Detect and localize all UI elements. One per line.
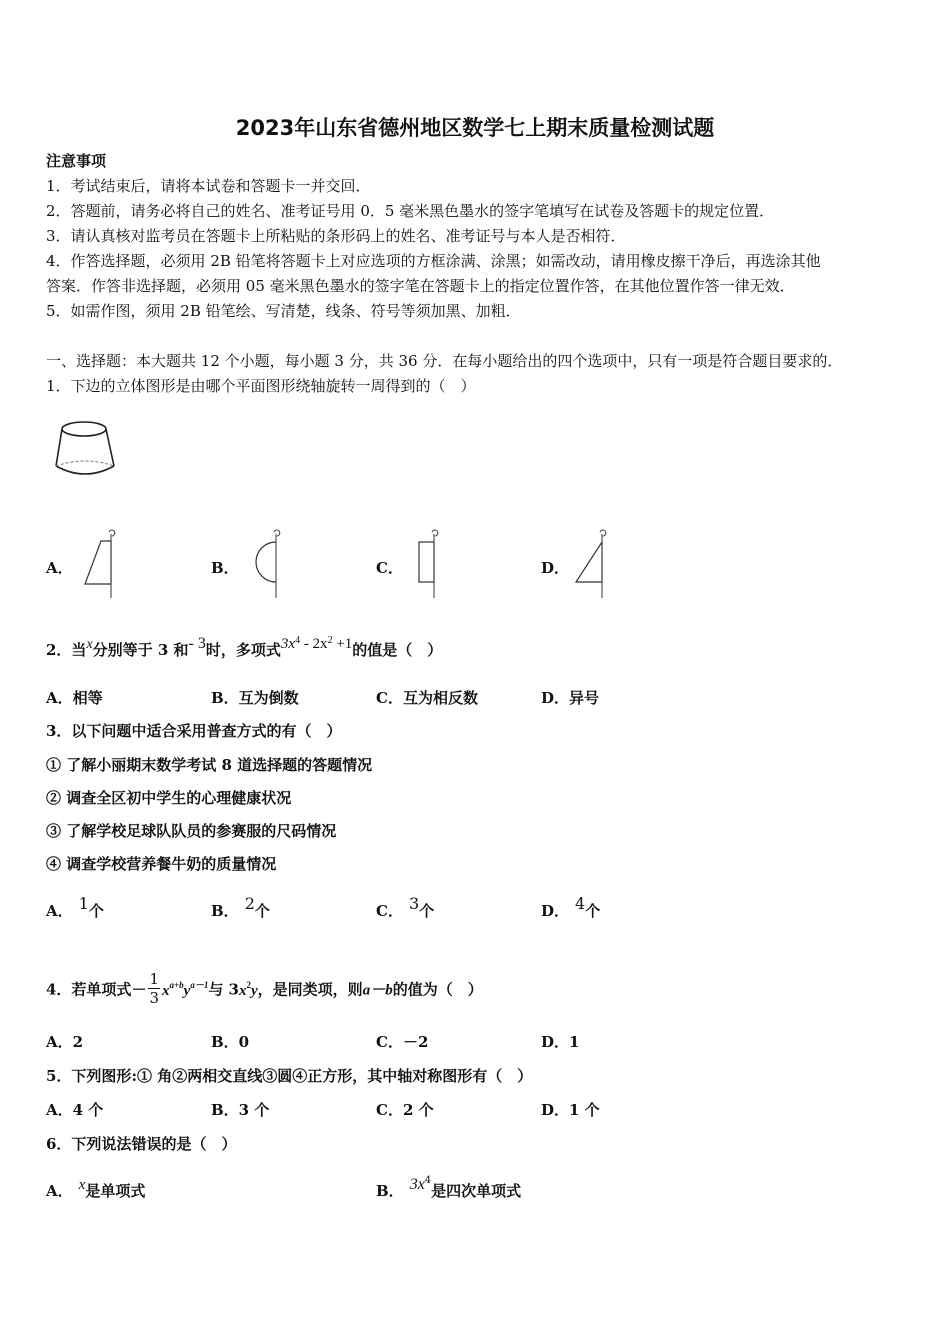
q6-option-b: B． $3x^4$是四次单项式 [376,1175,522,1200]
q1-option-a-figure [82,526,122,601]
q4-text-1: 4．若单项式－ [46,980,147,999]
q2-text-4: 的值是（ ） [352,641,443,659]
note-item-5: 5．如需作图，须用 2B 铅笔绘、写清楚，线条、符号等须加黑、加粗． [46,302,521,320]
q5-option-a: A．4 个 [46,1101,104,1119]
q1-option-b-label: B． [211,559,239,577]
q1-option-c-figure [412,526,452,601]
note-item-3: 3．请认真核对监考员在答题卡上所粘贴的条形码上的姓名、准考证号与本人是否相符． [46,227,626,245]
q3-item-1: ① 了解小丽期末数学考试 8 道选择题的答题情况 [46,756,373,774]
q2-stem [46,635,443,663]
q4-text-2: 与 3 [208,980,239,999]
q1-stem: 1．下边的立体图形是由哪个平面图形绕轴旋转一周得到的（ ） [46,377,476,395]
q4-stem [46,972,483,1009]
q2-neg-three: - 3 [188,635,206,652]
q2-polynomial: $3x^4 - 2x^2 +1$ [280,635,353,652]
q4-text-4: 的值为（ ） [392,980,483,999]
q3-option-a: A． 1个 [46,894,104,920]
q1-option-c-label: C． [376,559,403,577]
q2-option-c: C．互为相反数 [376,689,478,707]
note-item-2: 2．答题前，请务必将自己的姓名、准考证号用 0．5 毫米黑色墨水的签字笔填写在试卷及答题卡的规定位置． [46,202,775,220]
page-title: 2023年山东省德州地区数学七上期末质量检测试题 [235,116,715,140]
q6-option-a: A． x是单项式 [46,1177,146,1200]
q4-option-c: C．－2 [376,1033,429,1051]
q6-stem: 6．下列说法错误的是（ ） [46,1135,237,1153]
q1-option-d-label: D． [541,559,570,577]
q5-option-b: B．3 个 [211,1101,270,1119]
q4-monomial-2: $x^2y$ [239,979,258,999]
q4-option-a: A．2 [46,1033,84,1051]
q1-option-d-figure [572,526,612,601]
q2-text-2: 分别等于 3 和 [92,641,189,659]
q3-item-4: ④ 调查学校营养餐牛奶的质量情况 [46,855,277,873]
q1-option-b-figure [252,526,292,601]
q5-option-c: C．2 个 [376,1101,434,1119]
q3-option-c: C． 3个 [376,894,435,920]
q1-option-a-label: A． [46,559,73,577]
q2-text-1: 2．当 [46,641,87,659]
q4-text-3: ，是同类项，则 [257,980,363,999]
q3-item-2: ② 调查全区初中学生的心理健康状况 [46,789,292,807]
q4-option-d: D．1 [541,1033,580,1051]
q2-var-x: x [86,637,93,652]
q3-option-d: D． 4个 [541,894,601,920]
note-item-4: 4．作答选择题，必须用 2B 铅笔将答题卡上对应选项的方框涂满、涂黑；如需改动，请用橡皮擦干净后，再选涂其他 [46,252,821,270]
q4-option-b: B．0 [211,1033,250,1051]
q2-option-d: D．异号 [541,689,600,707]
notes-heading: 注意事项 [46,152,107,170]
q2-text-3: 时，多项式 [205,641,281,659]
section-heading: 一、选择题：本大题共 12 个小题，每小题 3 分，共 36 分．在每小题给出的四个选项中，只有一项是符合题目要求的． [46,352,843,370]
q2-option-b: B．互为倒数 [211,689,299,707]
q4-fraction: $\frac{1}{3}$ [149,970,159,1007]
note-item-1: 1．考试结束后，请将本试卷和答题卡一并交回． [46,177,371,195]
q5-stem: 5．下列图形:① 角②两相交直线③圆④正方形，其中轴对称图形有（ ） [46,1067,533,1085]
frustum-figure [52,418,132,480]
q4-expression: a－b [362,982,393,999]
q3-option-b: B． 2个 [211,894,270,920]
q5-option-d: D．1 个 [541,1101,600,1119]
q2-option-a: A．相等 [46,689,103,707]
q3-stem: 3．以下问题中适合采用普查方式的有（ ） [46,722,342,740]
q3-item-3: ③ 了解学校足球队队员的参赛服的尺码情况 [46,822,337,840]
q4-monomial-1: $x^{a+b}y^{a-1}$ [162,979,209,999]
note-item-4-cont: 答案．作答非选择题，必须用 05 毫米黑色墨水的签字笔在答题卡上的指定位置作答，在其他位置作答一律无效． [46,277,795,295]
